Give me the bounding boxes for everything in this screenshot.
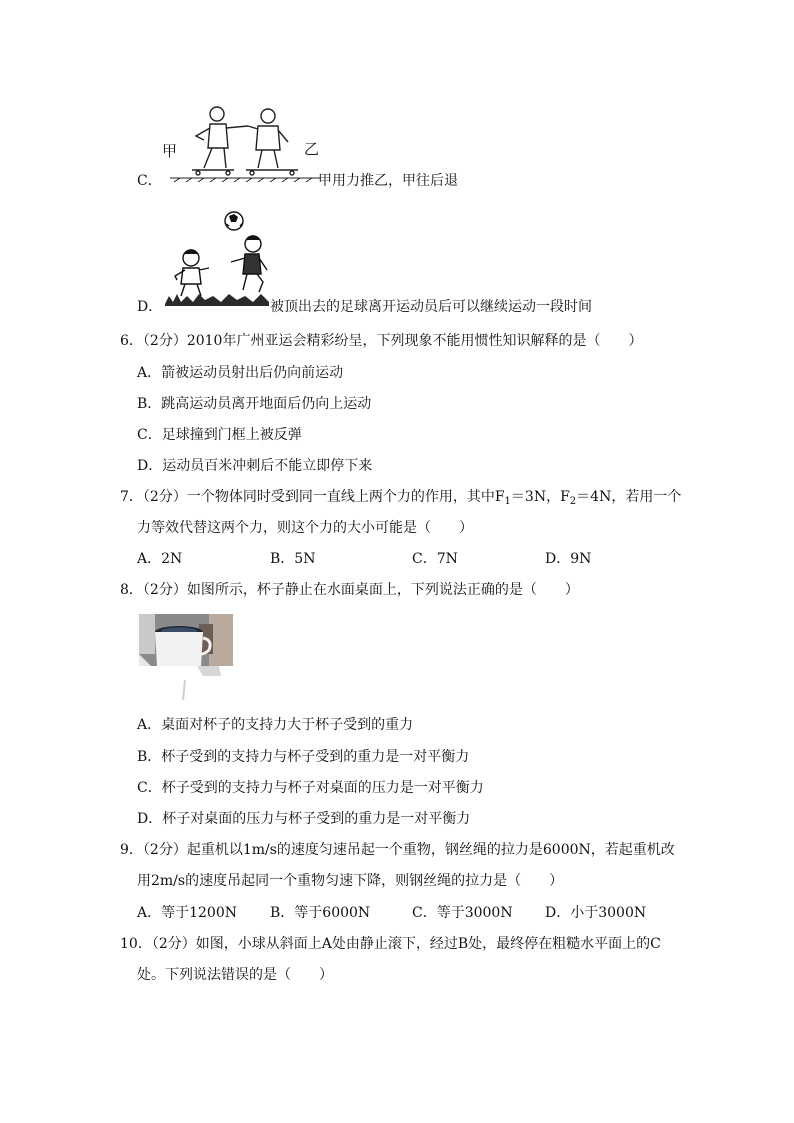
q9-option-b: B．等于6000N [270,905,371,921]
q9-option-d: D．小于3000N [545,905,647,921]
q9-option-c: C．等于3000N [412,905,513,921]
figure-label-jia: 甲 [162,142,178,160]
figure-label-yi: 乙 [304,140,320,158]
q7-stem-part2: ＝3N，F [510,489,570,505]
q10-stem-line2: 处。下列说法错误的是（ ） [137,967,333,983]
q8-option-a: A．桌面对杯子的支持力大于杯子受到的重力 [137,717,414,733]
football-header-figure [163,210,271,308]
q8-stem: 8．（2分）如图所示，杯子静止在水面桌面上，下列说法正确的是（ ） [120,582,579,598]
q7-option-c: C．7N [412,551,458,567]
q7-subscript-1: 1 [504,496,511,507]
q6-stem: 6．（2分）2010年广州亚运会精彩纷呈，下列现象不能用惯性知识解释的是（ ） [120,333,643,349]
q9-option-a: A．等于1200N [137,905,237,921]
q5-option-c-label: C． [137,173,162,189]
q5-option-d-text: 被顶出去的足球离开运动员后可以继续运动一段时间 [270,299,592,315]
cup-on-table-photo [139,614,233,700]
q6-option-a: A．箭被运动员射出后仍向前运动 [137,365,344,381]
q8-option-d: D．杯子对桌面的压力与杯子受到的重力是一对平衡力 [137,811,471,827]
q7-option-a: A．2N [137,551,183,567]
q7-stem-line1 [120,488,681,506]
q8-option-b: B．杯子受到的支持力与杯子受到的重力是一对平衡力 [137,749,470,765]
q6-option-c: C．足球撞到门框上被反弹 [137,427,302,443]
q7-subscript-2: 2 [569,496,577,507]
q7-stem-line2: 力等效代替这两个力，则这个力的大小可能是（ ） [137,520,473,536]
q5-option-d-label: D． [137,299,163,315]
q7-option-d: D．9N [545,551,592,567]
pushing-skaters-figure [170,102,320,184]
q6-option-b: B．跳高运动员离开地面后仍向上运动 [137,396,372,412]
q6-option-d: D．运动员百米冲刺后不能立即停下来 [137,458,373,474]
q5-option-c-text: 甲用力推乙，甲往后退 [318,173,458,189]
q7-stem-part1: 7．（2分）一个物体同时受到同一直线上两个力的作用，其中F [120,489,505,505]
q8-option-c: C．杯子受到的支持力与杯子对桌面的压力是一对平衡力 [137,780,484,796]
q10-stem-line1: 10．（2分）如图，小球从斜面上A处由静止滚下，经过B处，最终停在粗糙水平面上的C [120,936,661,952]
q7-option-b: B．5N [270,551,316,567]
q9-stem-line1: 9．（2分）起重机以1m/s的速度匀速吊起一个重物，钢丝绳的拉力是6000N，若起重机改 [120,842,675,858]
q9-stem-line2: 用2m/s的速度吊起同一个重物匀速下降，则钢丝绳的拉力是（ ） [137,873,564,889]
q7-stem-part3: ＝4N，若用一个 [576,489,682,505]
